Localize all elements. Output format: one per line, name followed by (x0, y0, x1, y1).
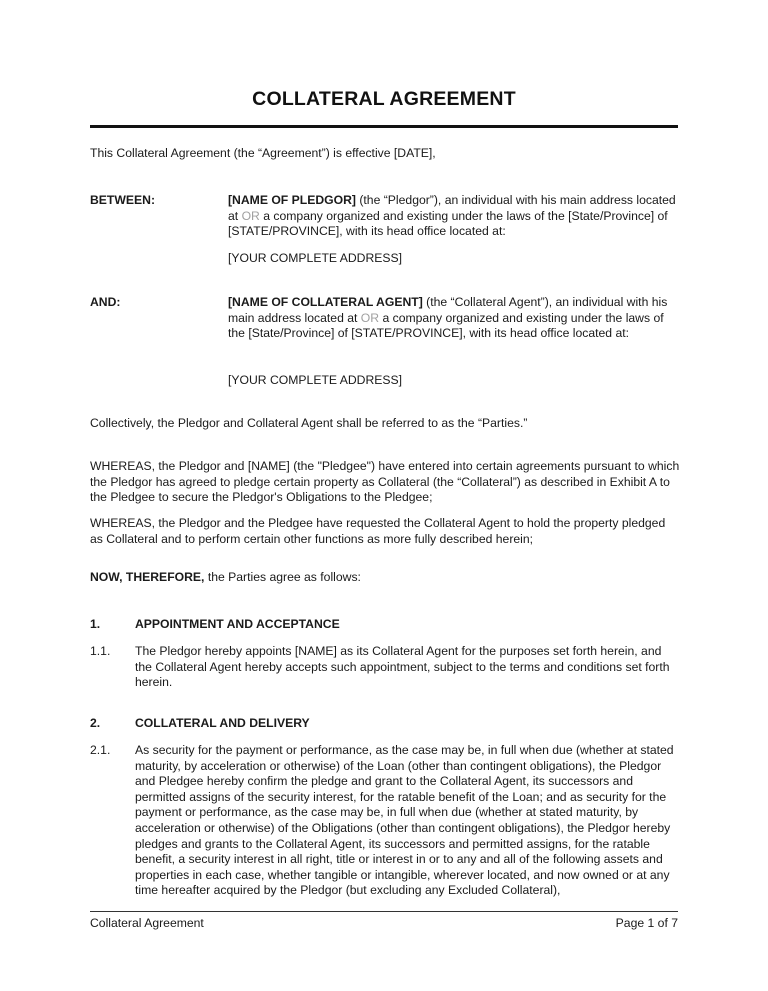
pledgor-text-a: (the “Pledgor”), an individual with his main address located at (228, 193, 676, 223)
now-therefore-rest: the Parties agree as follows: (204, 570, 361, 584)
pledgor-text-b: a company organized and existing under the laws of the [State/Province] of [STATE/PROVINCE], with its head office located at: (228, 208, 668, 239)
now-therefore-paragraph (90, 570, 680, 586)
clause-text: The Pledgor hereby appoints [NAME] as its Collateral Agent for the purposes set forth herein, and the Collateral Agent hereby accepts such appointment, subject to the terms and conditions set forth herein. (135, 644, 670, 690)
document-title: COLLATERAL AGREEMENT (252, 88, 516, 110)
pledgor-party-paragraph (228, 193, 680, 240)
pledgor-or: OR (241, 208, 260, 223)
pledgor-address: [YOUR COMPLETE ADDRESS] (228, 251, 403, 265)
footer-divider (90, 911, 678, 912)
collectively-paragraph: Collectively, the Pledgor and Collateral Agent shall be referred to as the “Parties.” (90, 416, 528, 430)
section-number: 2. (90, 716, 101, 730)
whereas-paragraph-2: WHEREAS, the Pledgor and the Pledgee have requested the Collateral Agent to hold the property pledged as Collateral and to perform certain other functions as more fully described herein; (90, 516, 666, 546)
footer-page-number: Page 1 of 7 (615, 916, 678, 930)
section-heading: APPOINTMENT AND ACCEPTANCE (135, 617, 340, 631)
agent-name: [NAME OF COLLATERAL AGENT] (228, 295, 423, 309)
agent-text-a: (the “Collateral Agent”), an individual with his main address located at (228, 295, 668, 325)
clause-number: 1.1. (90, 644, 111, 658)
whereas-paragraph-1: WHEREAS, the Pledgor and [NAME] (the "Pledgee") have entered into certain agreements pursuant to which the Pledgor has agreed to pledge certain property as Collateral (the “Collateral”) as described in Exhibit A to the Pledgee to secure the Pledgor's Obligations to the Pledgee; (90, 459, 680, 505)
intro-paragraph: This Collateral Agreement (the “Agreement”) is effective [DATE], (90, 146, 436, 160)
agent-text-b: a company organized and existing under the laws of the [State/Province] of [STATE/PROVINCE], with its head office located at: (228, 310, 664, 341)
agent-address: [YOUR COMPLETE ADDRESS] (228, 373, 403, 387)
agent-party-paragraph (228, 295, 680, 342)
section-heading: COLLATERAL AND DELIVERY (135, 716, 310, 730)
between-label: BETWEEN: (90, 193, 155, 207)
clause-number: 2.1. (90, 743, 111, 757)
title-divider (90, 125, 678, 128)
clause-text: As security for the payment or performance, as the case may be, in full when due (whether at stated maturity, by acceleration or otherwise) of the Loan (other than contingent obligations), the Pledgor and Pledgee hereby confirm the pledge and grant to the Collateral Agent, its successors and permitted assigns of the security interest, for the ratable benefit of the Loan; and as security for the payment or performance, as the case may be, in full when due (whether at stated maturity, by acceleration or otherwise) of the Obligations (other than contingent obligations), the Pledgor hereby pledges and grants to the Collateral Agent, its successors and permitted assigns, for the ratable benefit, a security interest in all right, title or interest in or to any and all of the following assets and properties in each case, whether tangible or intangible, wherever located, and now owned or at any time hereafter acquired by the Pledgor (but excluding any Excluded Collateral), (135, 743, 674, 898)
footer-document-name: Collateral Agreement (90, 916, 204, 930)
and-label: AND: (90, 295, 121, 309)
agent-or: OR (360, 310, 380, 325)
section-number: 1. (90, 617, 101, 631)
pledgor-name: [NAME OF PLEDGOR] (228, 193, 356, 207)
now-therefore-bold: NOW, THEREFORE, (90, 570, 205, 584)
